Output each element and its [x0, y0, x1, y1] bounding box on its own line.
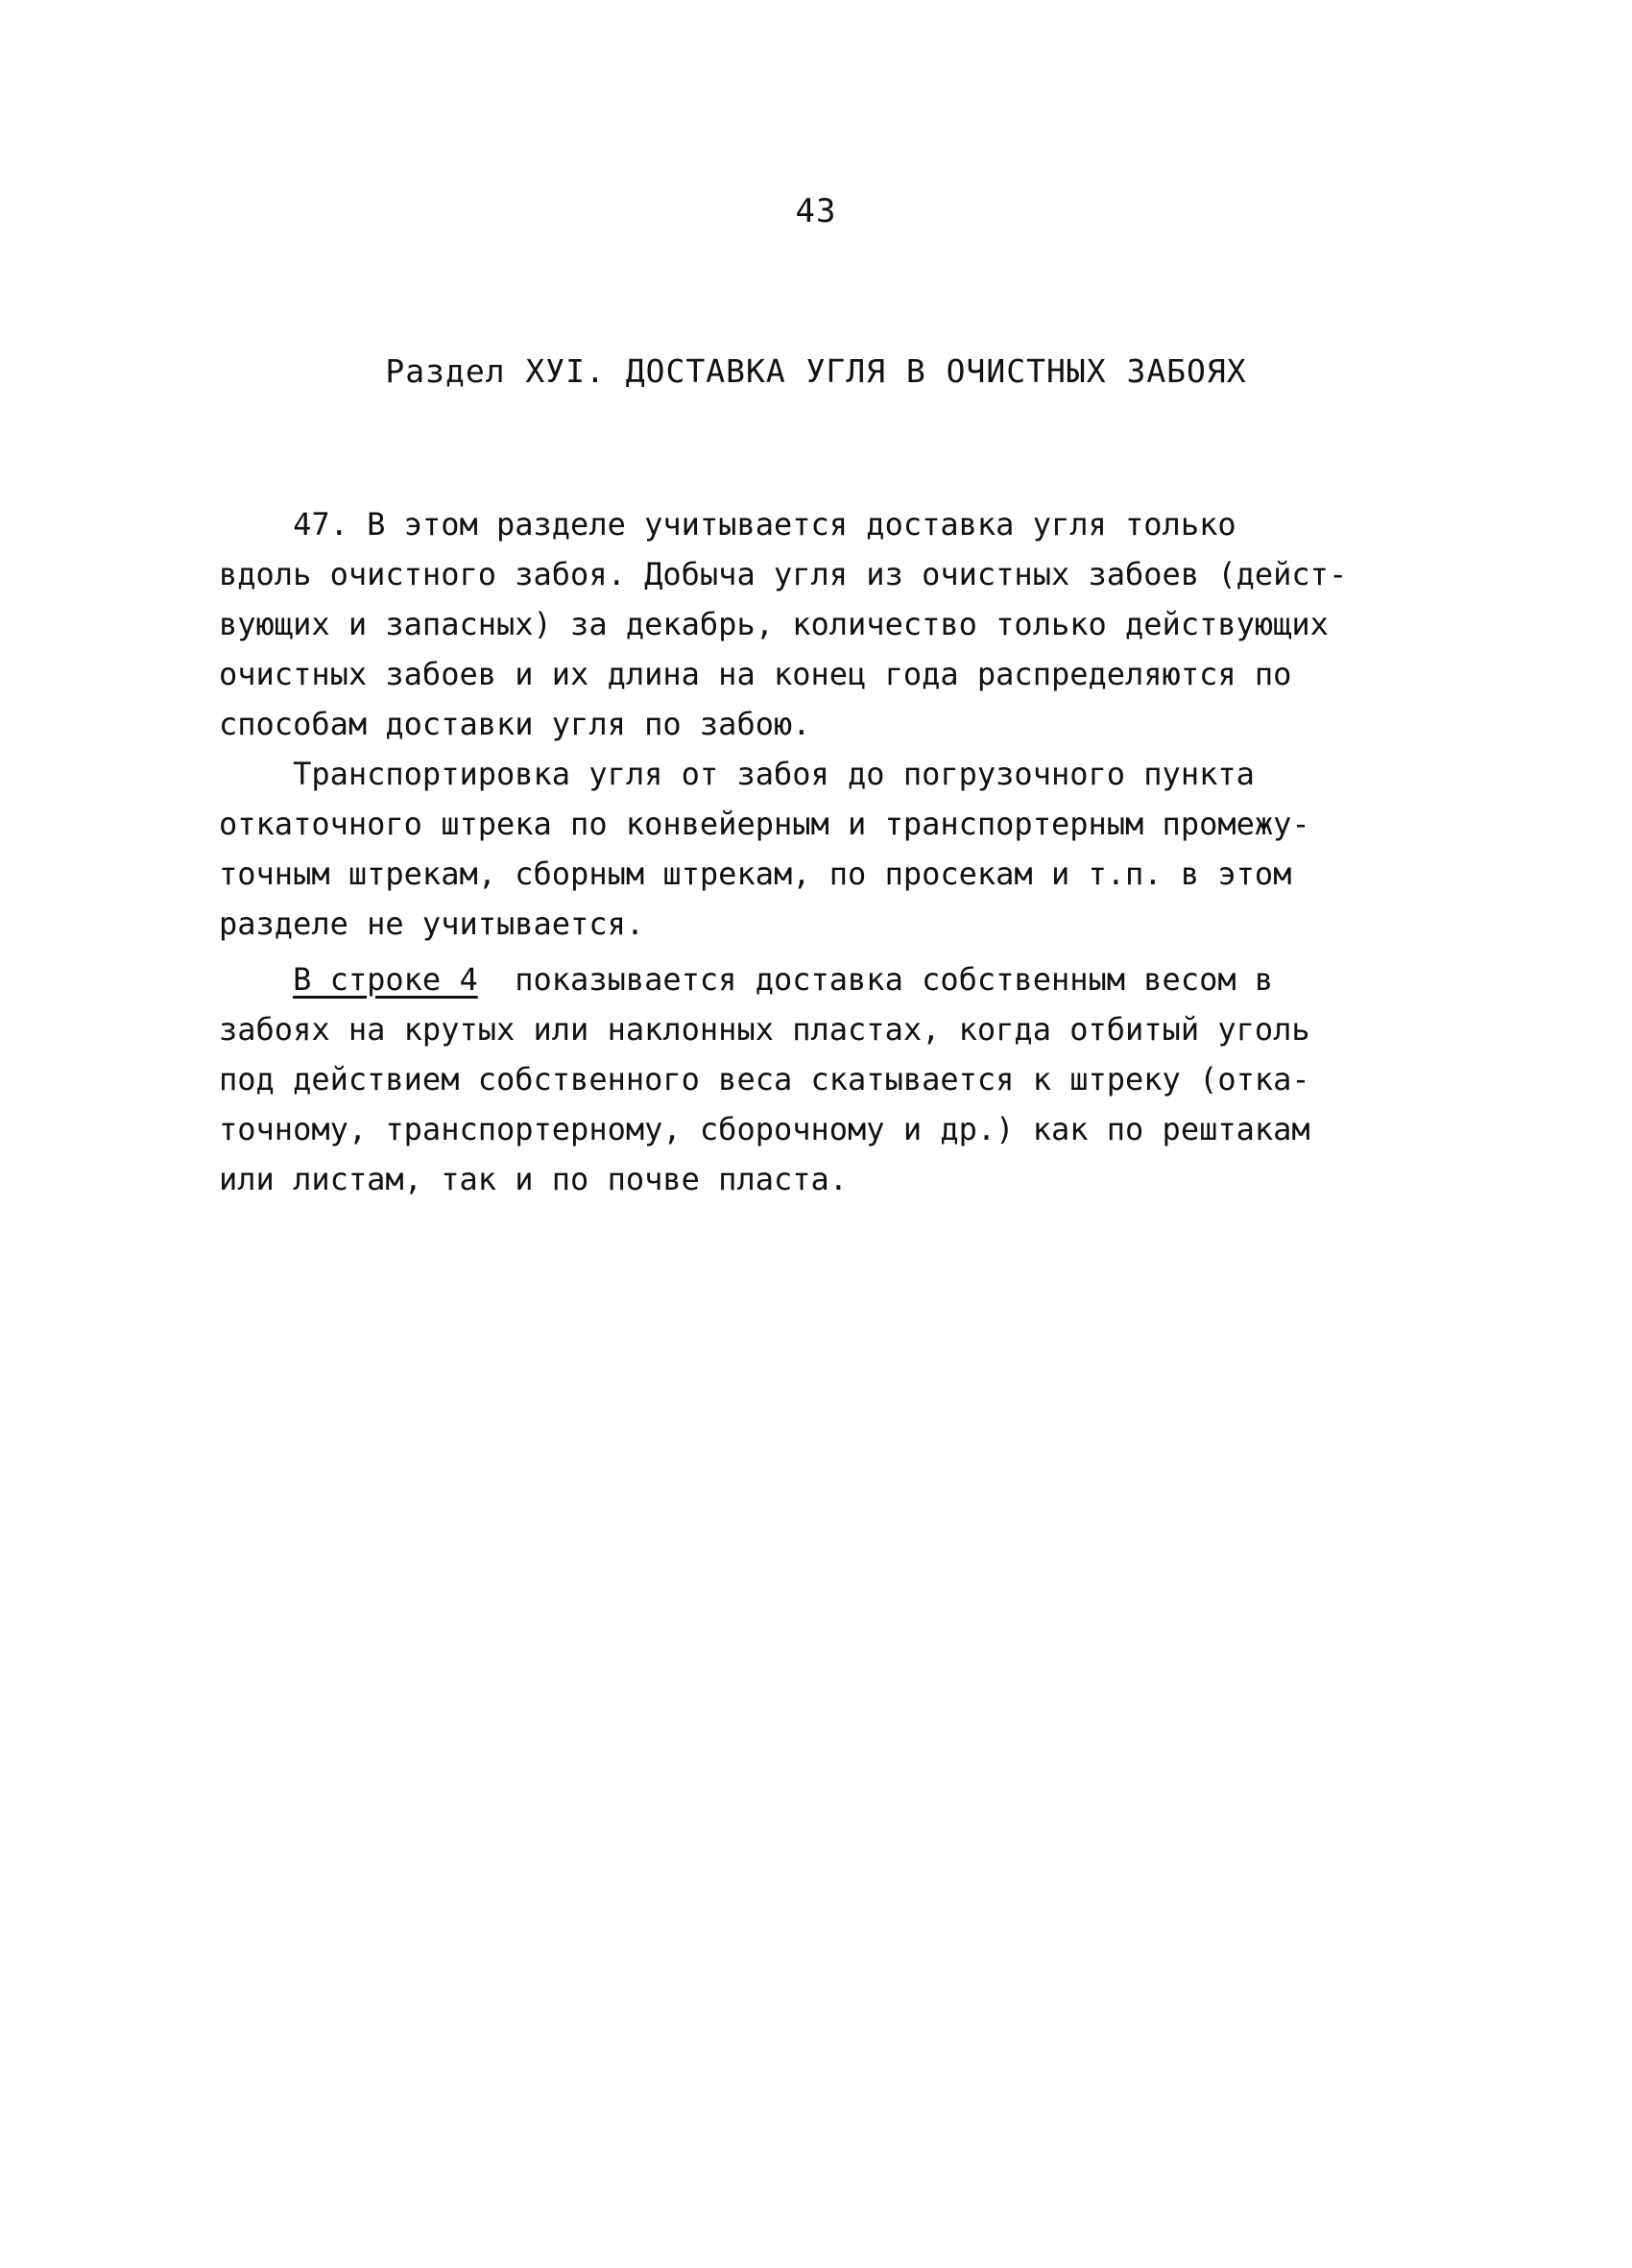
paragraph-transport	[219, 749, 1419, 949]
text-line: под действием собственного веса скатывается к штреку (отка-	[219, 1061, 1310, 1098]
underlined-reference: В строке 4	[293, 961, 478, 998]
text-line: способам доставки угля по забою.	[219, 706, 811, 742]
text-line: забоях на крутых или наклонных пластах, когда отбитый уголь	[219, 1011, 1310, 1048]
text-line: точным штрекам, сборным штрекам, по просекам и т.п. в этом	[219, 856, 1292, 892]
text-line: точному, транспортерному, сборочному и др.) как по рештакам	[219, 1111, 1310, 1147]
paragraph-47	[219, 499, 1419, 749]
text-line: или листам, так и по почве пласта.	[219, 1161, 849, 1197]
text-line: 47. В этом разделе учитывается доставка угля только	[219, 506, 1236, 543]
text-line: разделе не учитывается.	[219, 905, 645, 942]
page-number: 43	[795, 192, 837, 230]
text-line	[219, 954, 1419, 1004]
text-line: вующих и запасных) за декабрь, количество только действующих	[219, 606, 1329, 642]
text-line: вдоль очистного забоя. Добыча угля из очистных забоев (дейст-	[219, 556, 1348, 592]
indent	[219, 961, 293, 998]
text-line: Транспортировка угля от забоя до погрузочного пункта	[219, 756, 1255, 792]
section-title: Раздел ХУI. ДОСТАВКА УГЛЯ В ОЧИСТНЫХ ЗАБОЯХ	[385, 352, 1247, 390]
text-line: очистных забоев и их длина на конец года распределяются по	[219, 656, 1292, 692]
paragraph-line-4	[219, 954, 1419, 1204]
text-line: откаточного штрека по конвейерным и транспортерным промежу-	[219, 806, 1310, 842]
line-continuation: показывается доставка собственным весом в	[477, 961, 1274, 998]
body-text	[219, 499, 1419, 1204]
